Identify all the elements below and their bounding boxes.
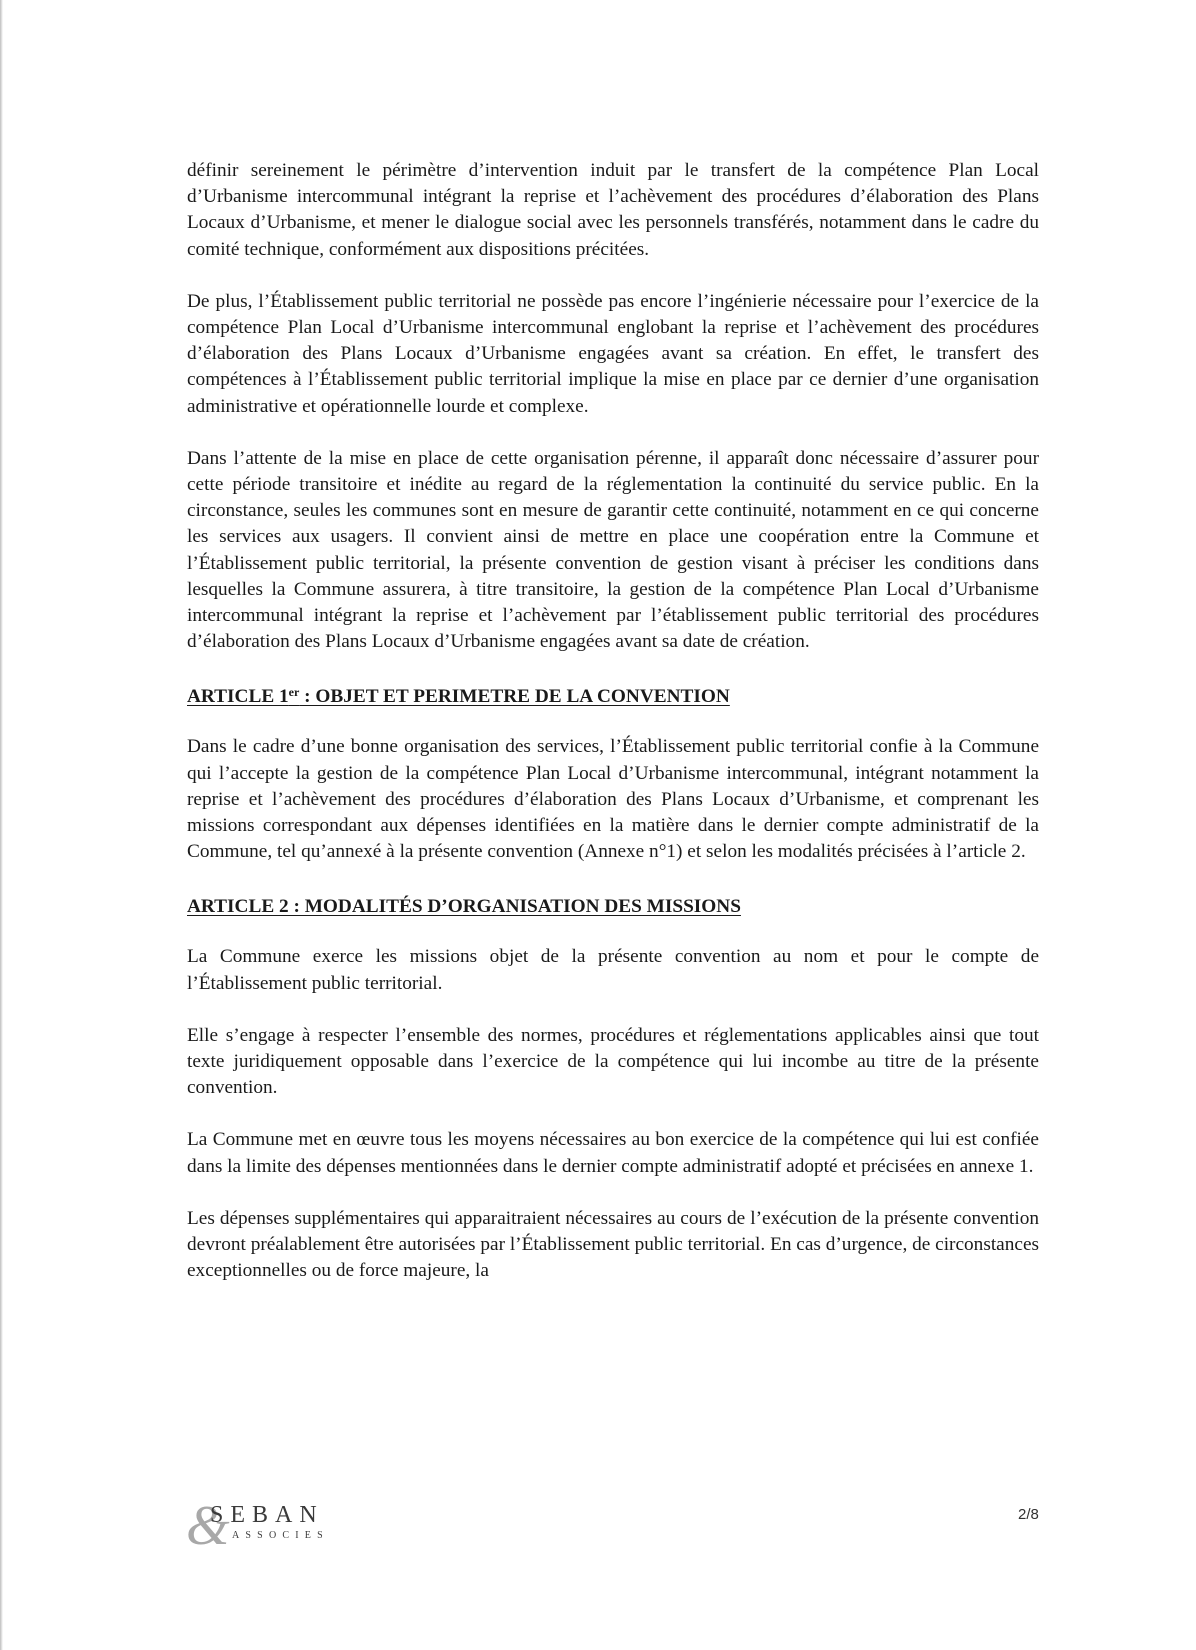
scan-page-edge [0,0,3,1650]
article-2-heading: ARTICLE 2 : MODALITÉS D’ORGANISATION DES MISSIONS [187,896,741,918]
article-1-heading-title: : OBJET ET PERIMETRE DE LA CONVENTION [299,686,730,708]
paragraph-intro-2: De plus, l’Établissement public territorial ne possède pas encore l’ingénierie nécessaire pour l’exercice de la compétence Plan Local d’Urbanisme intercommunal englobant la reprise et l’achèvement des procédures d’élaboration des Plans Locaux d’Urbanisme engagées avant sa création. En effet, le transfert des compétences à l’Établissement public territorial implique la mise en place par ce dernier d’une organisation administrative et opérationnelle lourde et complexe. [187,290,1039,417]
page-number: 2/8 [1018,1506,1039,1523]
logo-wordmark-associes: ASSOCIES [232,1530,329,1541]
paragraph-intro-1: définir sereinement le périmètre d’intervention induit par le transfert de la compétence Plan Local d’Urbanisme intercommunal intégrant la reprise et l’achèvement des procédures d’élaboration des Plans Locaux d’Urbanisme, et mener le dialogue social avec les personnels transférés, notamment dans le cadre du comité technique, conformément aux dispositions précitées. [187,160,1039,260]
paragraph-intro-3: Dans l’attente de la mise en place de cette organisation pérenne, il apparaît donc nécessaire d’assurer pour cette période transitoire et inédite au regard de la réglementation la continuité du service public. En la circonstance, seules les communes sont en mesure de garantir cette continuité, notamment en ce qui concerne les services aux usagers. Il convient ainsi de mettre en place une coopération entre la Commune et l’Établissement public territorial, la présente convention de gestion visant à préciser les conditions dans lesquelles la Commune assurera, à titre transitoire, la gestion de la compétence Plan Local d’Urbanisme intercommunal intégrant la reprise et l’achèvement par l’établissement public territorial des procédures d’élaboration des Plans Locaux d’Urbanisme engagées avant sa date de création. [187,447,1039,653]
document-body [187,158,1039,1311]
logo-ampersand: & [186,1498,230,1550]
article-1-heading-superscript: er [288,685,300,700]
article-2-paragraph-4: Les dépenses supplémentaires qui apparaitraient nécessaires au cours de l’exécution de la présente convention devront préalablement être autorisées par l’Établissement public territorial. En cas d’urgence, de circonstances exceptionnelles ou de force majeure, la [187,1207,1039,1282]
article-1-heading [187,684,1039,710]
article-2-paragraph-3: La Commune met en œuvre tous les moyens nécessaires au bon exercice de la compétence qui lui est confiée dans la limite des dépenses mentionnées dans le dernier compte administratif adopté et précisées en annexe 1. [187,1129,1039,1177]
logo-wordmark-seban: SEBAN [210,1502,324,1528]
article-1-paragraph: Dans le cadre d’une bonne organisation des services, l’Établissement public territorial confie à la Commune qui l’accepte la gestion de la compétence Plan Local d’Urbanisme intercommunal, intégrant notamment la reprise et l’achèvement des procédures d’élaboration des Plans Locaux d’Urbanisme, et comprenant les missions correspondant aux dépenses identifiées en la matière dans le dernier compte administratif de la Commune, tel qu’annexé à la présente convention (Annexe n°1) et selon les modalités précisées à l’article 2. [187,736,1039,863]
article-2-paragraph-1: La Commune exerce les missions objet de la présente convention au nom et pour le compte de l’Établissement public territorial. [187,946,1039,994]
article-2-paragraph-2: Elle s’engage à respecter l’ensemble des normes, procédures et réglementations applicables ainsi que tout texte juridiquement opposable dans l’exercice de la compétence qui lui incombe au titre de la présente convention. [187,1024,1039,1099]
article-1-heading-prefix: ARTICLE 1 [187,686,289,708]
seban-associes-logo [186,1498,366,1550]
